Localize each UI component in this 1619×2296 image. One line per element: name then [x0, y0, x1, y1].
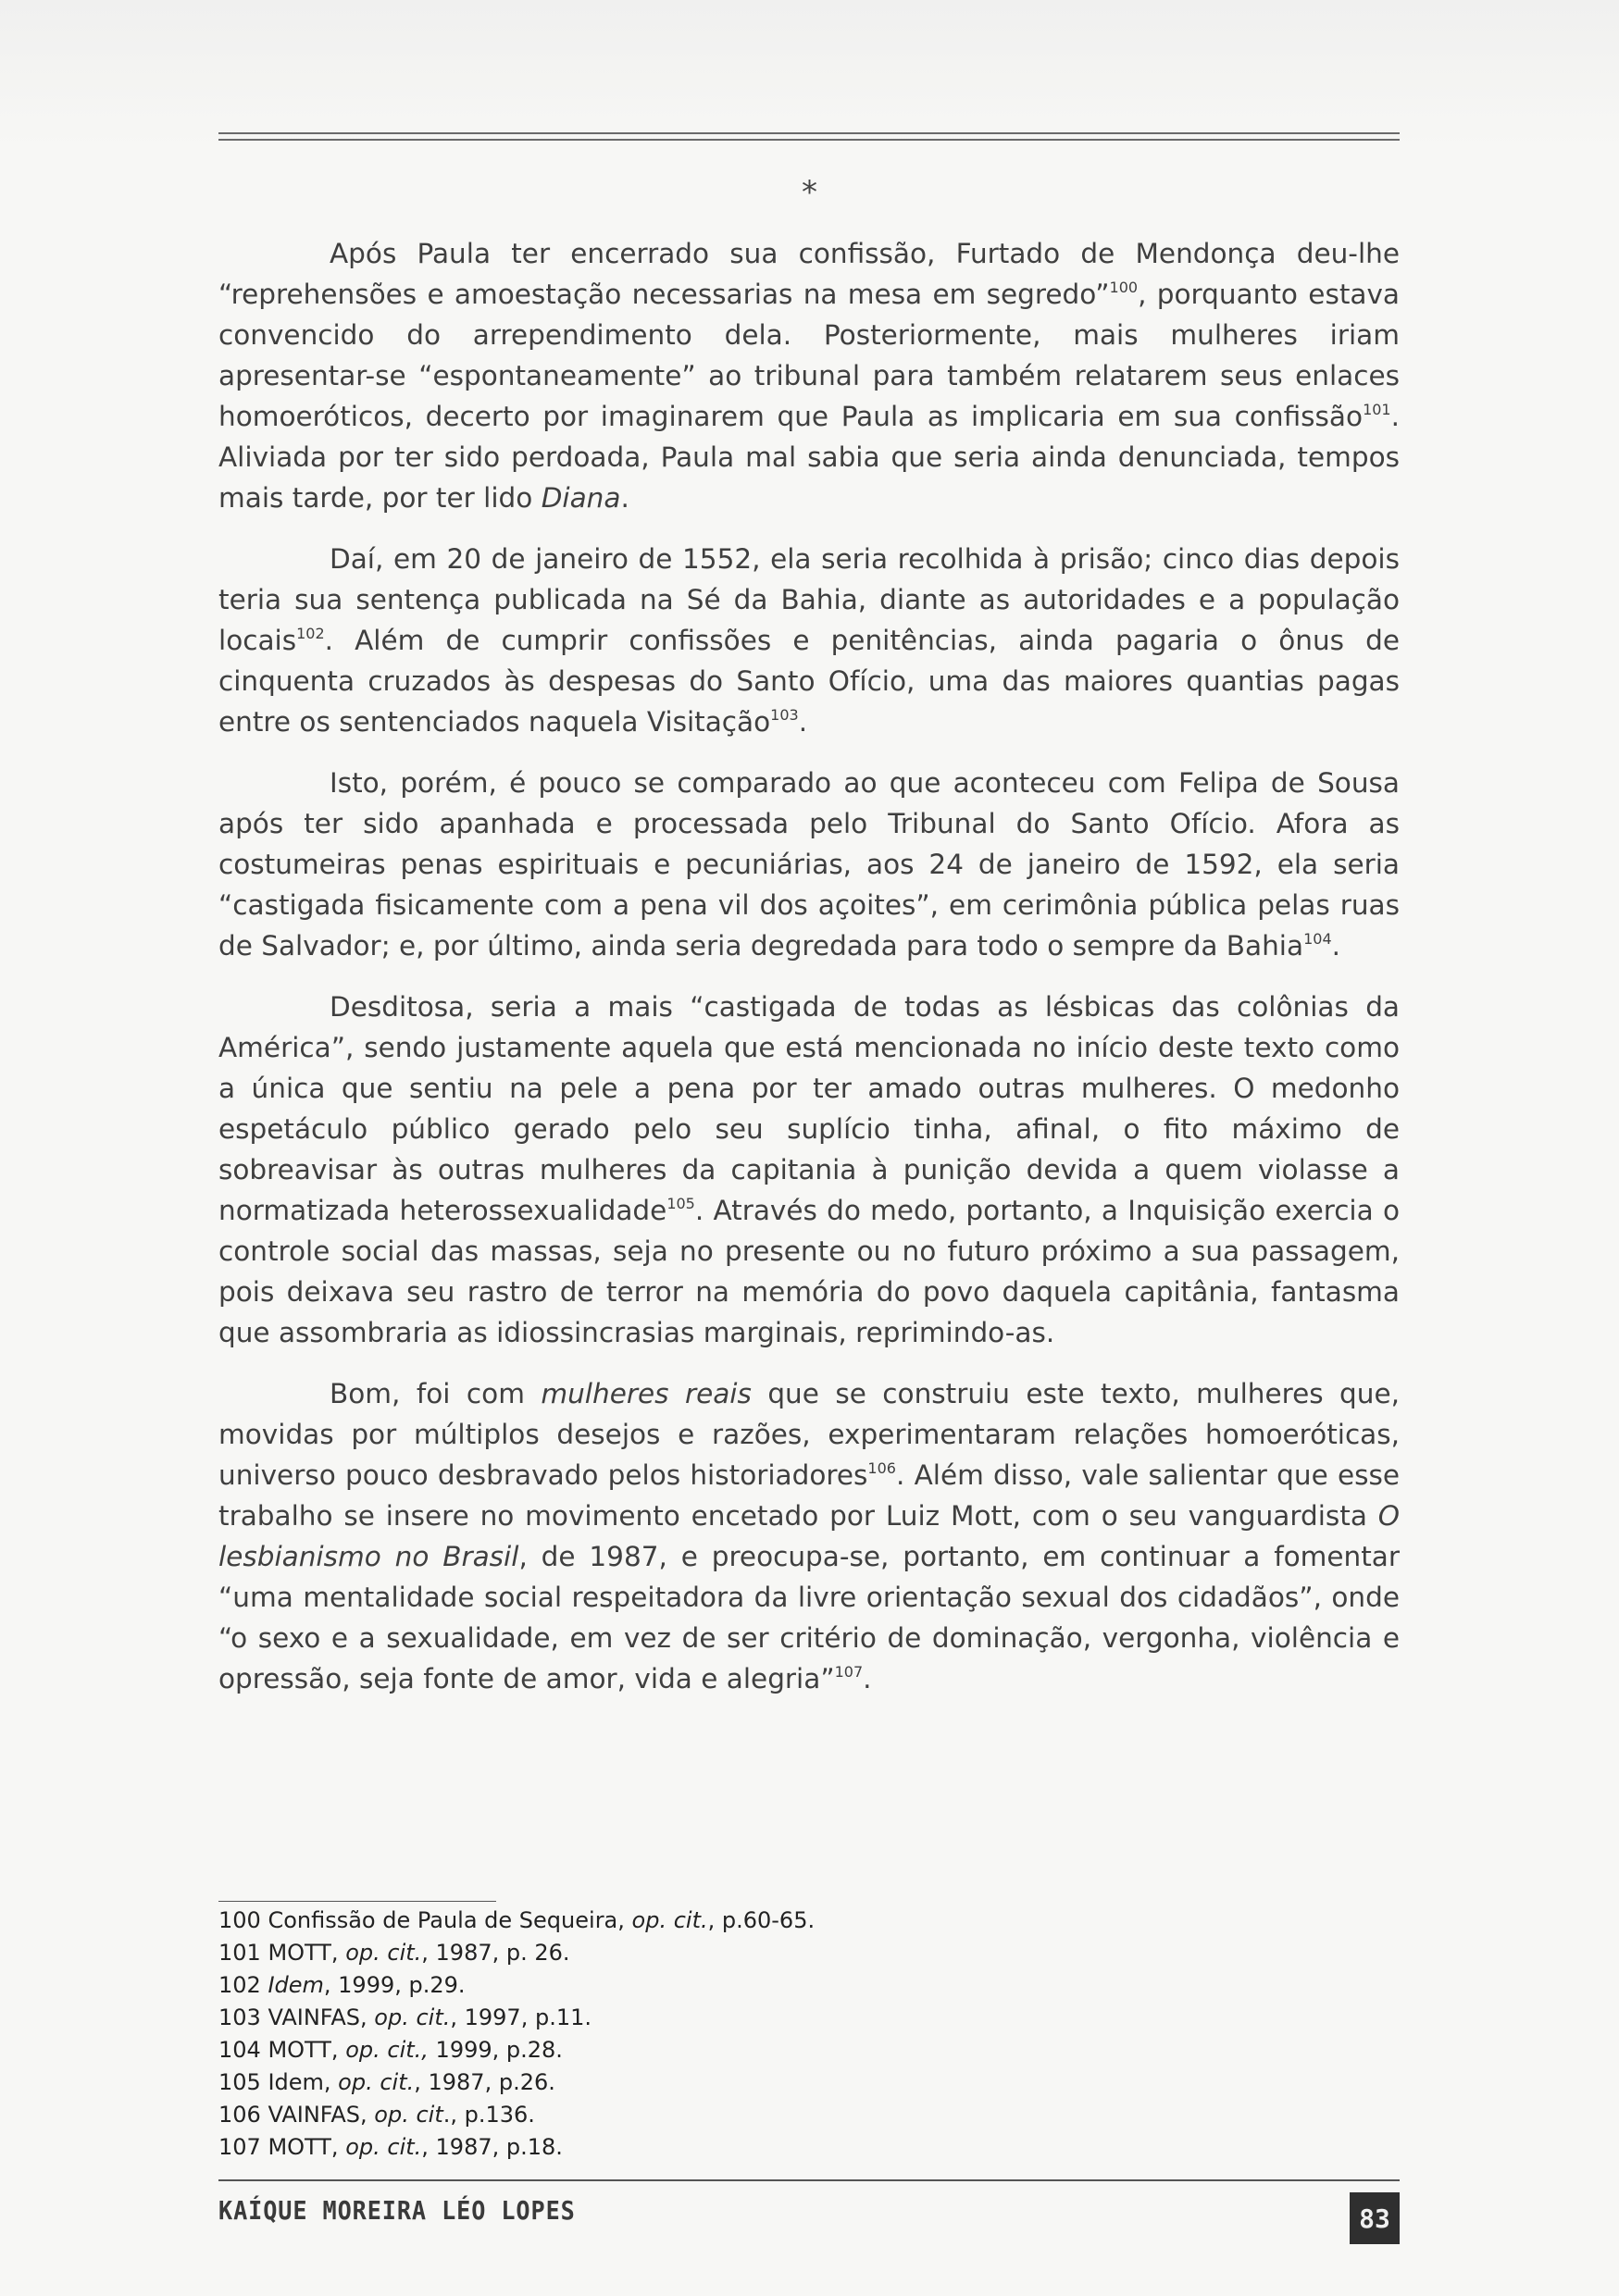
- italic-text: Idem: [268, 1972, 324, 1998]
- footnotes: [218, 1905, 1400, 2164]
- text-run: Isto, porém, é pouco se comparado ao que aconteceu com Felipa de Sousa após ter sido apanhada e processada pelo Tribunal do Santo Ofício. Afora as costumeiras penas espirituais e pecuniárias, aos 24 de janeiro de 1592, ela seria “castigada fisicamente com a pena vil dos açoites”, em cerimônia pública pelas ruas de Salvador; e, por último, ainda seria degredada para todo o sempre da Bahia: [218, 767, 1400, 962]
- text-run: 103 VAINFAS,: [218, 2004, 375, 2030]
- footnote-marker: 100: [1109, 279, 1139, 296]
- footnote-106: [218, 2099, 1400, 2131]
- text-run: 101 MOTT,: [218, 1940, 346, 1966]
- author-name: KAÍQUE MOREIRA LÉO LOPES: [218, 2195, 576, 2226]
- section-separator: *: [802, 174, 817, 211]
- text-run: 105 Idem,: [218, 2069, 339, 2095]
- text-run: 107 MOTT,: [218, 2134, 346, 2160]
- text-run: 104 MOTT,: [218, 2037, 346, 2063]
- text-run: , p.60-65.: [707, 1907, 816, 1933]
- text-run: . Aliviada por ter sido perdoada, Paula mal sabia que seria ainda denunciada, tempos mais tarde, por ter lido: [218, 401, 1400, 514]
- text-run: ., p.136.: [442, 2102, 535, 2128]
- text-run: , porquanto estava convencido do arrependimento dela. Posteriormente, mais mulheres iriam apresentar-se “espontaneamente” ao tribunal para também relatarem seus enlaces homoeróticos, decerto por imaginarem que Paula as implicaria em sua confissão: [218, 279, 1400, 432]
- italic-text: op. cit.: [631, 1907, 708, 1933]
- footnote-100: [218, 1905, 1400, 1937]
- paragraph: [218, 987, 1400, 1353]
- text-run: 1999, p.28.: [428, 2037, 563, 2063]
- text-run: , 1997, p.11.: [450, 2004, 592, 2030]
- footnote-marker: 105: [666, 1195, 695, 1212]
- text-run: .: [863, 1663, 872, 1694]
- text-run: Desditosa, seria a mais “castigada de todas as lésbicas das colônias da América”, sendo justamente aquela que está mencionada no início deste texto como a única que sentiu na pele a pena por ter amado outras mulheres. O medonho espetáculo público gerado pelo seu suplício tinha, afinal, o fito máximo de sobreavisar às outras mulheres da capitania à punição devida a quem violasse a normatizada heterossexualidade: [218, 991, 1400, 1226]
- text-run: 100 Confissão de Paula de Sequeira,: [218, 1907, 632, 1933]
- text-run: .: [620, 482, 629, 514]
- text-run: .: [798, 706, 808, 738]
- italic-text: O lesbianismo no Brasil: [218, 1500, 1400, 1572]
- text-run: .: [1331, 930, 1341, 962]
- footnote-marker: 104: [1303, 930, 1332, 948]
- text-run: , 1999, p.29.: [323, 1972, 466, 1998]
- text-run: . Além disso, vale salientar que esse trabalho se insere no movimento encetado por Luiz Mott, com o seu vanguardista: [218, 1459, 1400, 1532]
- italic-text: op. cit.: [345, 2134, 422, 2160]
- text-run: . Através do medo, portanto, a Inquisição exercia o controle social das massas, seja no presente ou no futuro próximo a sua passagem, pois deixava seu rastro de terror na memória do povo daquela capitânia, fantasma que assombraria as idiossincrasias marginais, reprimindo-as.: [218, 1195, 1400, 1348]
- header-rule-top: [218, 132, 1400, 134]
- footnote-marker: 107: [834, 1663, 864, 1681]
- footnote-101: [218, 1937, 1400, 1969]
- paragraph: [218, 763, 1400, 966]
- footnote-107: [218, 2131, 1400, 2164]
- italic-text: op. cit.: [338, 2069, 415, 2095]
- text-run: 102: [218, 1972, 268, 1998]
- body-text: [218, 233, 1400, 1719]
- text-run: 106 VAINFAS,: [218, 2102, 375, 2128]
- text-run: Após Paula ter encerrado sua confissão, Furtado de Mendonça deu-lhe “reprehensões e amoestação necessarias na mesa em segredo”: [218, 238, 1400, 310]
- text-run: , 1987, p.26.: [414, 2069, 555, 2095]
- italic-text: op. cit.: [345, 1940, 422, 1966]
- text-run: que se construiu este texto, mulheres que, movidas por múltiplos desejos e razões, experimentaram relações homoeróticas, universo pouco desbravado pelos historiadores: [218, 1378, 1401, 1491]
- footnote-104: [218, 2034, 1400, 2066]
- text-run: , 1987, p. 26.: [421, 1940, 570, 1966]
- italic-text: op. cit.: [374, 2004, 451, 2030]
- footnote-marker: 106: [867, 1459, 896, 1477]
- italic-text: Diana: [541, 482, 621, 514]
- text-run: , 1987, p.18.: [421, 2134, 563, 2160]
- paragraph: [218, 233, 1400, 518]
- text-run: Bom, foi com: [330, 1378, 542, 1409]
- footnote-102: [218, 1969, 1400, 2002]
- footnote-105: [218, 2066, 1400, 2099]
- footnote-103: [218, 2002, 1400, 2034]
- italic-text: op. cit.,: [345, 2037, 429, 2063]
- paragraph: [218, 539, 1400, 742]
- text-run: . Além de cumprir confissões e penitências, ainda pagaria o ônus de cinquenta cruzados às despesas do Santo Ofício, uma das maiores quantias pagas entre os sentenciados naquela Visitação: [218, 625, 1400, 738]
- text-run: Daí, em 20 de janeiro de 1552, ela seria recolhida à prisão; cinco dias depois teria sua sentença publicada na Sé da Bahia, diante as autoridades e a população locais: [218, 543, 1400, 656]
- header-rule-bottom: [218, 139, 1400, 141]
- footnote-marker: 102: [296, 625, 325, 642]
- paragraph: [218, 1373, 1400, 1699]
- footnote-rule: [218, 1901, 496, 1902]
- footnote-marker: 101: [1363, 401, 1391, 418]
- page-number: 83: [1350, 2192, 1400, 2244]
- text-run: , de 1987, e preocupa-se, portanto, em continuar a fomentar “uma mentalidade social respeitadora da livre orientação sexual dos cidadãos”, onde “o sexo e a sexualidade, em vez de ser critério de dominação, vergonha, violência e opressão, seja fonte de amor, vida e alegria”: [218, 1541, 1400, 1694]
- italic-text: mulheres reais: [541, 1378, 752, 1409]
- italic-text: op. cit: [374, 2102, 443, 2128]
- footer-rule: [218, 2179, 1400, 2181]
- footnote-marker: 103: [770, 706, 799, 724]
